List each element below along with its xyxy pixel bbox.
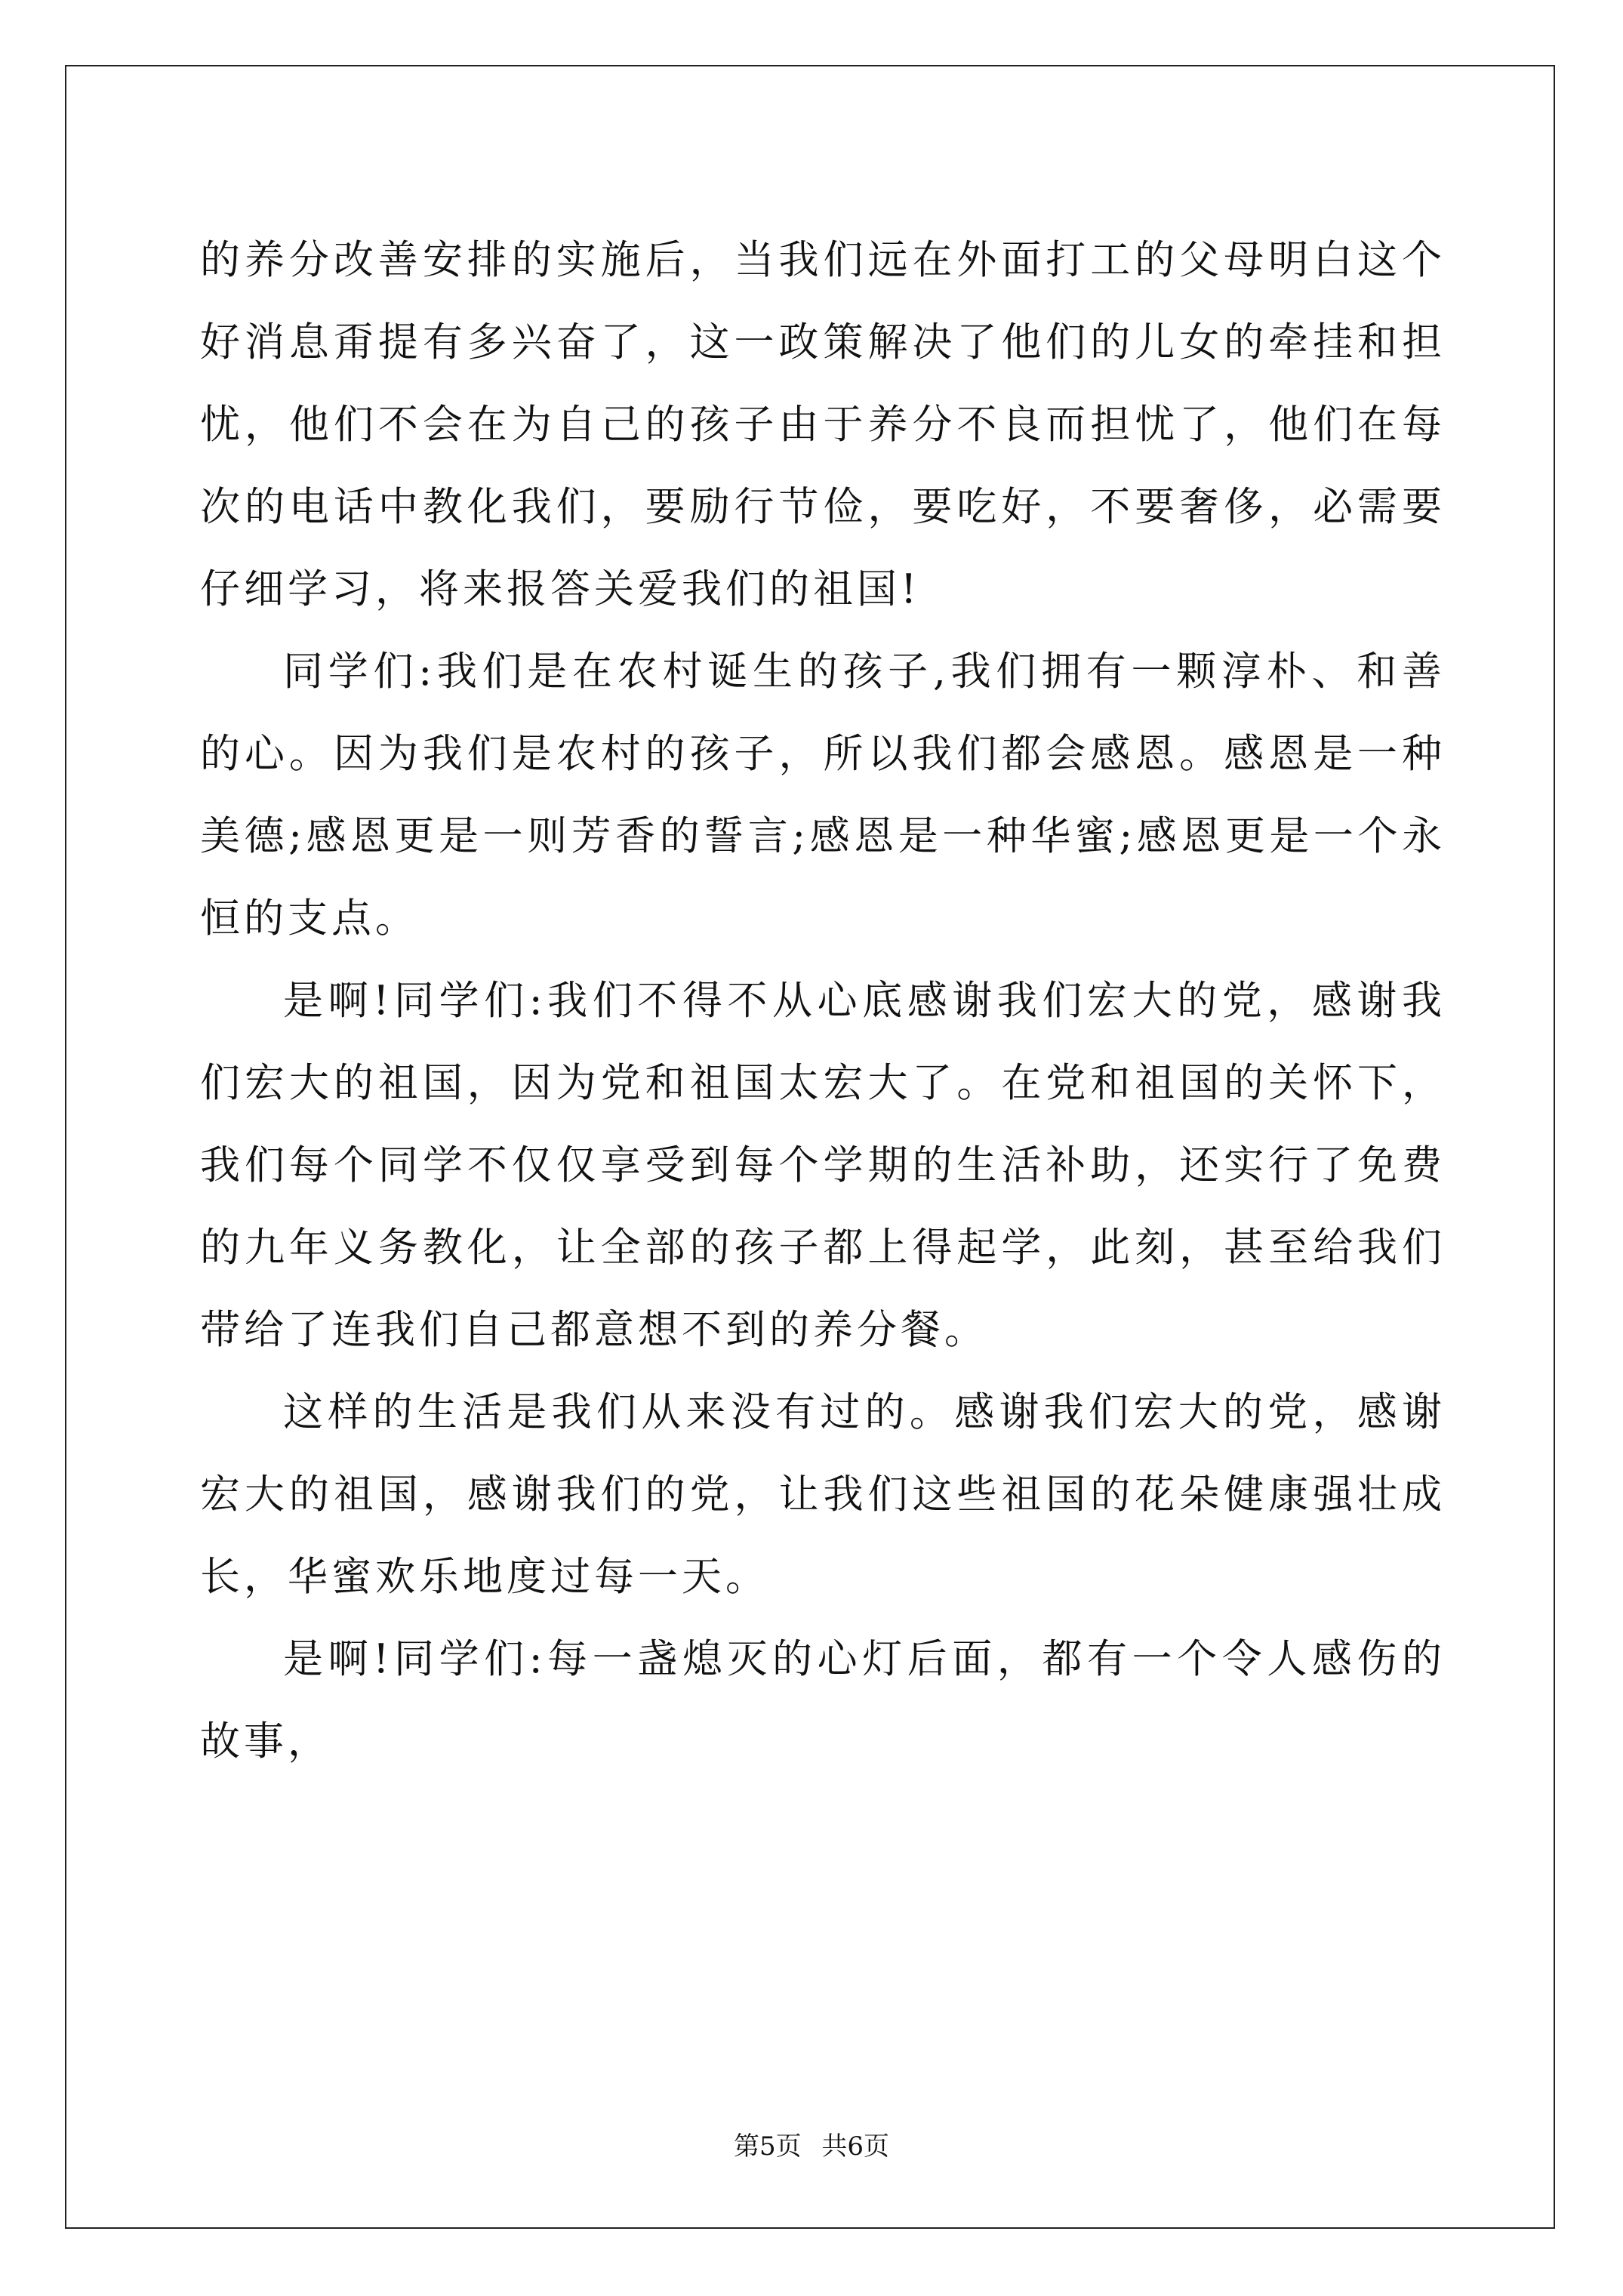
- page-number: 第5页: [733, 2131, 802, 2162]
- paragraph-1: 的养分改善安排的实施后，当我们远在外面打工的父母明白这个好消息甭提有多兴奋了，这一政策解决了他们的儿女的牵挂和担忧，他们不会在为自己的孩子由于养分不良而担忧了，他们在每次的电话中教化我们，要励行节俭，要吃好，不要奢侈，必需要仔细学习，将来报答关爱我们的祖国!: [200, 237, 1446, 612]
- page-footer: [0, 2131, 1623, 2162]
- paragraph-2: 同学们:我们是在农村诞生的孩子,我们拥有一颗淳朴、和善的心。因为我们是农村的孩子，所以我们都会感恩。感恩是一种美德;感恩更是一则芳香的誓言;感恩是一种华蜜;感恩更是一个永恒的支点。: [200, 649, 1446, 942]
- document-body: [200, 219, 1446, 1783]
- paragraph-5: 是啊!同学们:每一盏熄灭的心灯后面，都有一个令人感伤的故事，: [200, 1636, 1446, 1764]
- page-total: 共6页: [821, 2131, 890, 2162]
- paragraph-4: 这样的生活是我们从来没有过的。感谢我们宏大的党，感谢宏大的祖国，感谢我们的党，让我们这些祖国的花朵健康强壮成长，华蜜欢乐地度过每一天。: [200, 1389, 1446, 1600]
- paragraph-3: 是啊!同学们:我们不得不从心底感谢我们宏大的党，感谢我们宏大的祖国，因为党和祖国太宏大了。在党和祖国的关怀下，我们每个同学不仅仅享受到每个学期的生活补助，还实行了免费的九年义务教化，让全部的孩子都上得起学，此刻，甚至给我们带给了连我们自己都意想不到的养分餐。: [200, 978, 1446, 1353]
